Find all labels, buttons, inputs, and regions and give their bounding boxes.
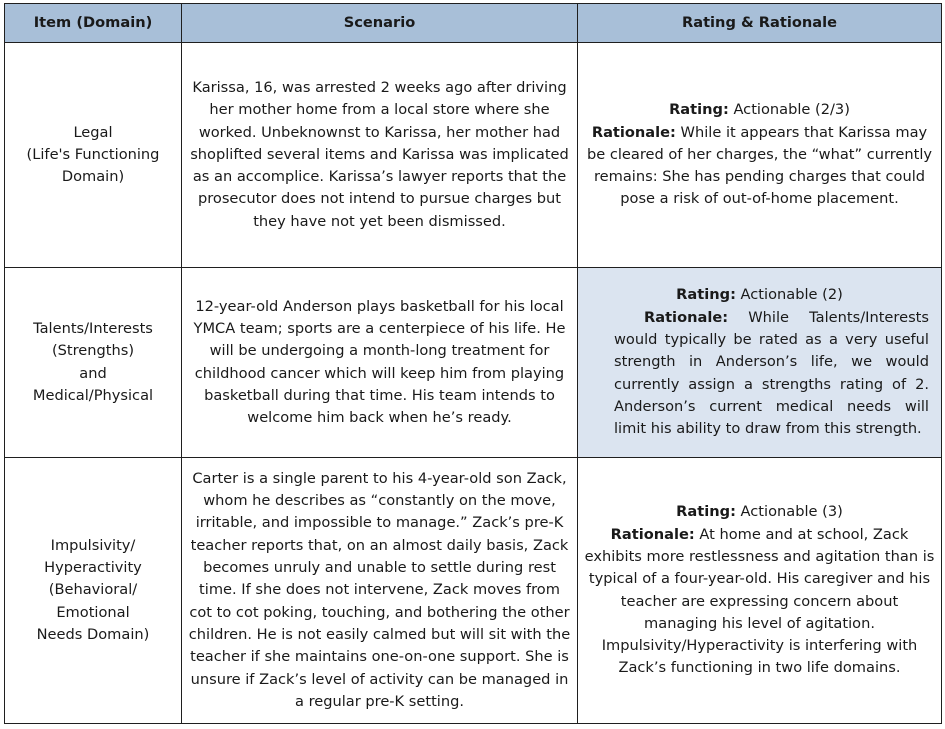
header-scenario: Scenario: [182, 4, 578, 43]
rating-value: Actionable (3): [735, 503, 843, 521]
item-line: Needs Domain): [36, 625, 150, 643]
scenario-cell: Karissa, 16, was arrested 2 weeks ago after driving her mother home from a local store where she worked. Unbeknownst to Karissa, her mother had shoplifted several items and Karissa was implicated as an accomplice. Karissa’s lawyer reports that the prosecutor does not intend to pursue charges but they have not yet been dismissed.: [182, 43, 578, 268]
rationale-label: Rationale:: [591, 123, 676, 141]
table-row: [5, 458, 942, 724]
rating-label: Rating:: [669, 101, 729, 119]
scenario-cell: Carter is a single parent to his 4-year-old son Zack, whom he describes as “constantly on the move, irritable, and impossible to manage.” Zack’s pre-K teacher reports that, on an almost daily basis, Zack becomes unruly and unable to settle during rest time. If she does not intervene, Zack moves from cot to cot poking, touching, and bothering the other children. He is not easily calmed but will sit with the teacher if she maintains one-on-one support. She is unsure if Zack’s level of activity can be managed in a regular pre-K setting.: [182, 458, 578, 724]
rating-rationale-cell: [578, 268, 942, 458]
rating-rationale-cell: [578, 43, 942, 268]
rating-label: Rating:: [676, 286, 736, 304]
rating-value: Actionable (2/3): [728, 101, 850, 119]
item-domain-cell: [5, 43, 182, 268]
item-line: (Behavioral/ Emotional: [48, 581, 138, 621]
item-line: Talents/Interests: [33, 319, 153, 337]
item-line: Medical/Physical: [32, 386, 154, 404]
header-row: [5, 4, 942, 43]
rationale-text: At home and at school, Zack exhibits more restlessness and agitation than is typical of a four-year-old. His caregiver and his teacher are expressing concern about managing his level of agitation. Impulsivity/Hyperactivity is interfering with Zack’s functioning in two life domains.: [584, 525, 935, 677]
header-item-domain: Item (Domain): [5, 4, 182, 43]
item-line: (Strengths): [51, 342, 135, 360]
item-line: (Life's Functioning: [26, 145, 160, 163]
scenario-cell: 12-year-old Anderson plays basketball for his local YMCA team; sports are a centerpiece of his life. He will be undergoing a month-long treatment for childhood cancer which will keep him from playing basketball during that time. His team intends to welcome him back when he’s ready.: [182, 268, 578, 458]
table-row: [5, 43, 942, 268]
item-domain-cell: [5, 268, 182, 458]
item-line: and: [79, 364, 107, 382]
item-line: Hyperactivity: [44, 559, 142, 577]
item-domain-cell: [5, 458, 182, 724]
rating-value: Actionable (2): [735, 286, 843, 304]
header-rating-rationale: Rating & Rationale: [578, 4, 942, 43]
rating-rationale-cell: [578, 458, 942, 724]
table-row: [5, 268, 942, 458]
scenario-table: [4, 3, 942, 724]
rationale-label: Rationale:: [610, 525, 695, 543]
rationale-text: While Talents/Interests would typically be rated as a very useful strength in Anderson’s life, we would currently assign a strengths rating of 2. Anderson’s current medical needs will limit his ability to draw from this strength.: [614, 308, 929, 438]
rationale-text: While it appears that Karissa may be cleared of her charges, the “what” currently remains: She has pending charges that could pose a risk of out-of-home placement.: [586, 123, 933, 208]
item-line: Domain): [61, 168, 125, 186]
item-line: Impulsivity/: [50, 536, 136, 554]
rating-label: Rating:: [676, 503, 736, 521]
item-line: Legal: [73, 123, 113, 141]
rationale-label: Rationale:: [644, 308, 729, 326]
